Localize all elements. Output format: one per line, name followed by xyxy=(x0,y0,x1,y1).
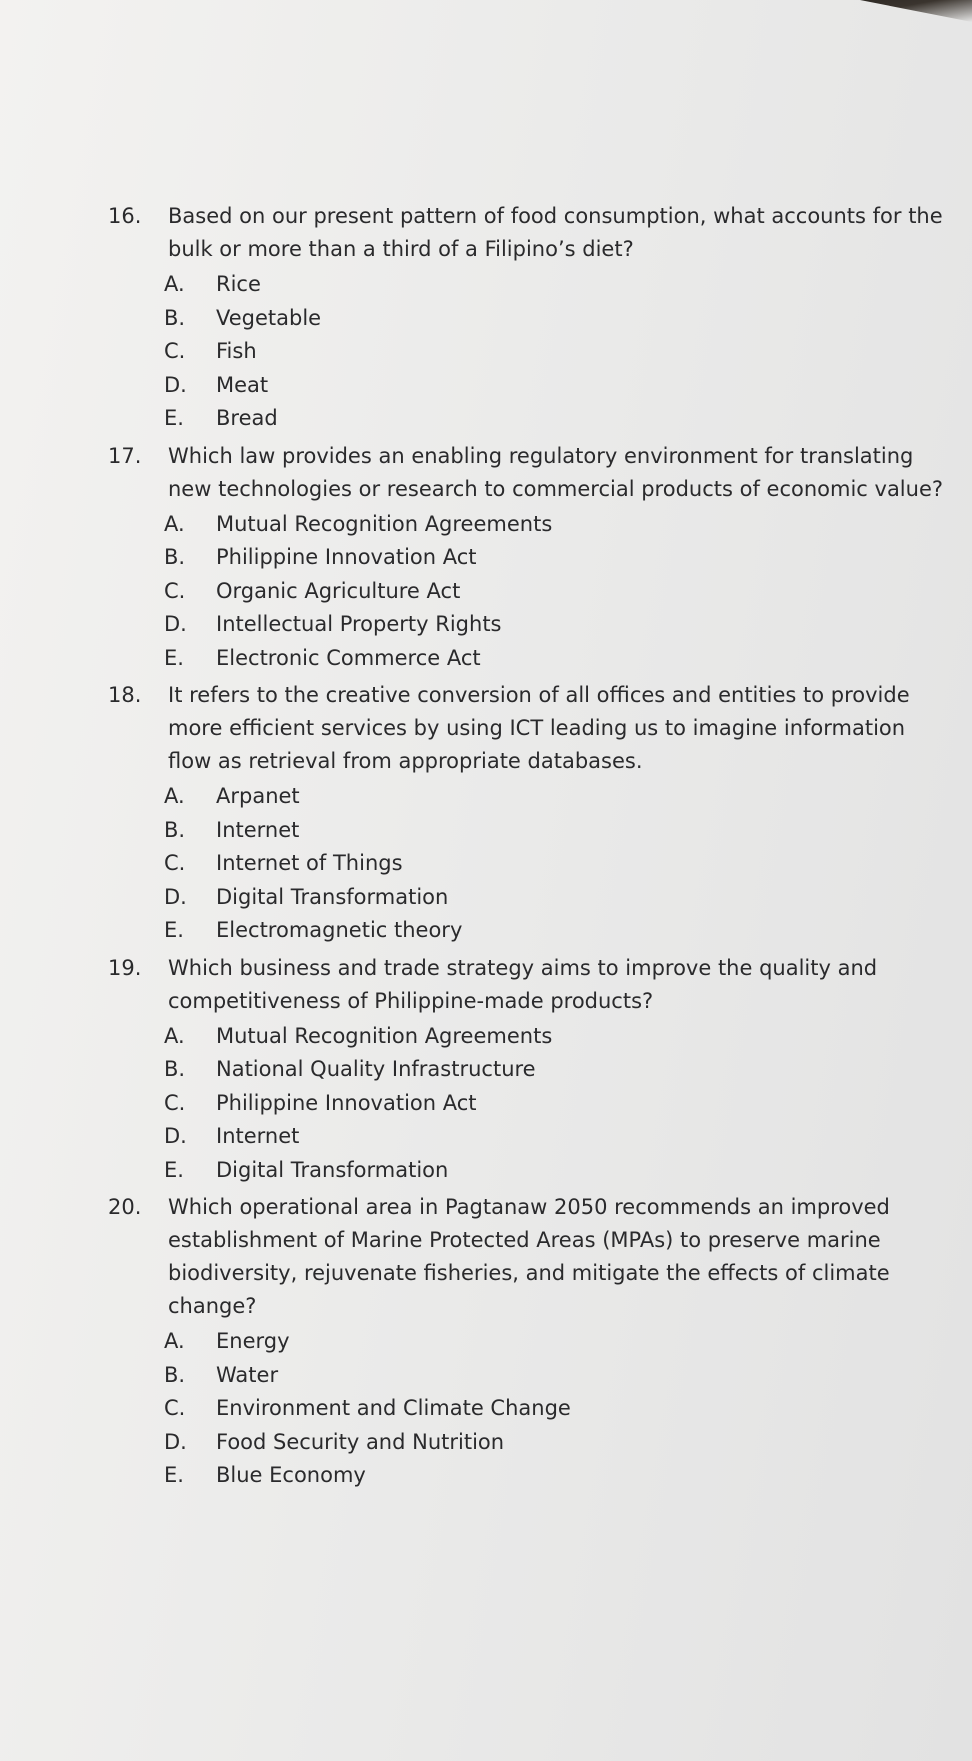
option-text: Organic Agriculture Act xyxy=(216,578,461,603)
option-text: Food Security and Nutrition xyxy=(216,1429,505,1454)
option-text: Internet of Things xyxy=(216,851,403,875)
option-d xyxy=(108,881,948,915)
option-letter: C. xyxy=(164,1396,186,1420)
option-text: Blue Economy xyxy=(216,1463,366,1487)
option-c xyxy=(108,847,948,881)
question-text: Which business and trade strategy aims to improve the quality and competitiveness of Philippine-made products? xyxy=(168,955,878,1013)
option-b xyxy=(108,302,948,336)
option-e xyxy=(108,1459,948,1493)
exam-page xyxy=(108,200,948,1497)
question-number: 18. xyxy=(108,683,142,707)
question-text: Based on our present pattern of food consumption, what accounts for the bulk or more than a third of a Filipino’s diet? xyxy=(168,204,943,261)
option-text: Environment and Climate Change xyxy=(216,1396,571,1420)
option-d xyxy=(108,369,948,403)
option-text: Energy xyxy=(216,1329,290,1353)
option-letter: D. xyxy=(164,612,187,636)
option-text: Bread xyxy=(216,406,278,430)
page-corner-shadow xyxy=(832,0,972,22)
option-letter: C. xyxy=(164,339,186,363)
option-a xyxy=(108,1325,948,1359)
option-a xyxy=(108,508,948,542)
option-text: Philippine Innovation Act xyxy=(216,1090,477,1115)
option-a xyxy=(108,268,948,302)
option-letter: D. xyxy=(164,372,187,397)
option-letter: B. xyxy=(164,1057,186,1081)
option-text: National Quality Infrastructure xyxy=(216,1057,536,1081)
option-c xyxy=(108,1392,948,1426)
option-letter: E. xyxy=(164,1463,184,1487)
option-letter: A. xyxy=(164,784,185,808)
question-number: 17. xyxy=(108,443,142,468)
question-number: 19. xyxy=(108,955,142,980)
option-a xyxy=(108,1020,948,1054)
question-text: Which law provides an enabling regulatory environment for translating new technologies or research to commercial products of economic value? xyxy=(168,443,944,501)
option-e xyxy=(108,642,948,676)
option-b xyxy=(108,1053,948,1087)
question-19 xyxy=(108,952,948,1188)
option-e xyxy=(108,1154,948,1188)
option-c xyxy=(108,1087,948,1121)
option-text: Electromagnetic theory xyxy=(216,918,463,942)
option-text: Mutual Recognition Agreements xyxy=(216,511,553,536)
option-d xyxy=(108,608,948,642)
option-text: Intellectual Property Rights xyxy=(216,612,502,636)
option-b xyxy=(108,1359,948,1393)
option-letter: D. xyxy=(164,1124,187,1148)
question-16 xyxy=(108,200,948,436)
option-d xyxy=(108,1426,948,1460)
option-letter: C. xyxy=(164,1090,186,1115)
option-letter: A. xyxy=(164,1023,185,1048)
option-text: Internet xyxy=(216,1124,300,1148)
option-text: Fish xyxy=(216,339,257,363)
option-text: Electronic Commerce Act xyxy=(216,645,481,670)
option-letter: B. xyxy=(164,305,186,330)
option-a xyxy=(108,780,948,814)
option-letter: D. xyxy=(164,1429,187,1454)
question-text: It refers to the creative conversion of all offices and entities to provide more efficient services by using ICT leading us to imagine information flow as retrieval from appropriate databases. xyxy=(168,683,910,773)
option-text: Internet xyxy=(216,817,300,842)
option-text: Digital Transformation xyxy=(216,884,449,909)
option-letter: A. xyxy=(164,272,185,296)
option-text: Rice xyxy=(216,272,261,296)
option-text: Philippine Innovation Act xyxy=(216,545,477,569)
question-number: 20. xyxy=(108,1195,142,1219)
option-letter: C. xyxy=(164,851,186,875)
option-letter: E. xyxy=(164,1157,184,1182)
option-letter: E. xyxy=(164,406,184,430)
option-letter: B. xyxy=(164,817,186,842)
option-c xyxy=(108,335,948,369)
question-number: 16. xyxy=(108,204,142,228)
option-letter: E. xyxy=(164,918,184,942)
question-20 xyxy=(108,1191,948,1493)
option-letter: B. xyxy=(164,1362,186,1387)
option-text: Vegetable xyxy=(216,305,322,330)
option-e xyxy=(108,402,948,436)
option-b xyxy=(108,814,948,848)
option-letter: D. xyxy=(164,884,187,909)
option-text: Mutual Recognition Agreements xyxy=(216,1023,553,1048)
option-e xyxy=(108,914,948,948)
option-text: Meat xyxy=(216,372,269,397)
option-text: Water xyxy=(216,1362,279,1387)
option-letter: E. xyxy=(164,645,184,670)
option-text: Digital Transformation xyxy=(216,1157,449,1182)
question-18 xyxy=(108,679,948,948)
option-letter: B. xyxy=(164,545,186,569)
option-letter: A. xyxy=(164,511,185,536)
option-d xyxy=(108,1120,948,1154)
question-17 xyxy=(108,440,948,676)
option-c xyxy=(108,575,948,609)
option-letter: A. xyxy=(164,1329,185,1353)
option-b xyxy=(108,541,948,575)
option-text: Arpanet xyxy=(216,784,300,808)
question-text: Which operational area in Pagtanaw 2050 recommends an improved establishment of Marine Protected Areas (MPAs) to preserve marine biodiversity, rejuvenate fisheries, and mitigate the effects of climate change? xyxy=(168,1195,890,1318)
option-letter: C. xyxy=(164,578,186,603)
